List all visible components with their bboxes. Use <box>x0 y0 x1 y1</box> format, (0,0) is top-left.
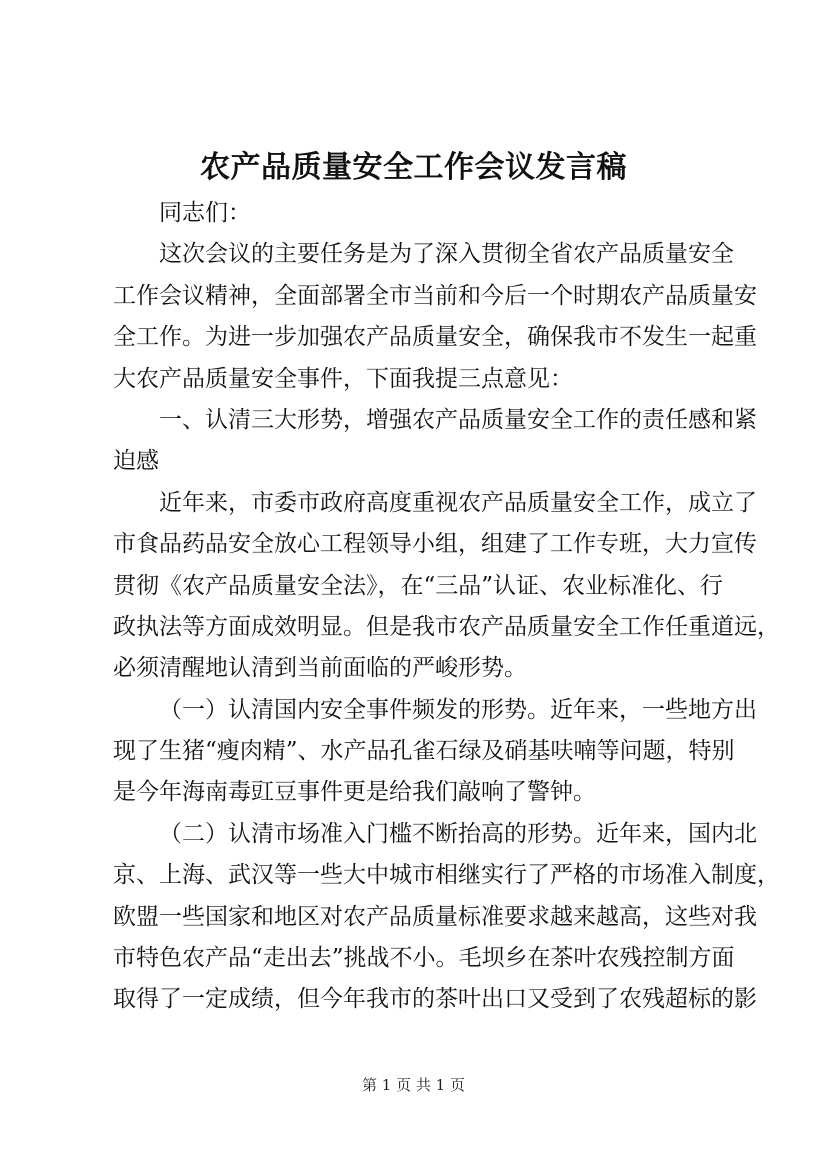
paragraph-line: 京、上海、武汉等一些大中城市相继实行了严格的市场准入制度， <box>113 862 780 889</box>
paragraph-line: 欧盟一些国家和地区对农产品质量标准要求越来越高，这些对我 <box>113 903 757 930</box>
paragraph-line: 取得了一定成绩，但今年我市的茶叶出口又受到了农残超标的影 <box>113 986 757 1013</box>
paragraph-line: 贯彻《农产品质量安全法》，在“三品”认证、农业标准化、行 <box>113 572 724 599</box>
paragraph-line: 全工作。为进一步加强农产品质量安全，确保我市不发生一起重 <box>113 324 757 351</box>
paragraph-line: 市特色农产品“走出去”挑战不小。毛坝乡在茶叶农残控制方面 <box>113 945 735 972</box>
paragraph-line: 必须清醒地认清到当前面临的严峻形势。 <box>113 655 527 682</box>
document-body <box>113 193 780 1021</box>
page-number-footer: 第 1 页 共 1 页 <box>362 1076 465 1094</box>
paragraph-line: 近年来，市委市政府高度重视农产品质量安全工作，成立了 <box>159 489 757 516</box>
paragraph-line: 市食品药品安全放心工程领导小组，组建了工作专班，大力宣传 <box>113 531 757 558</box>
paragraph-line: 是今年海南毒豇豆事件更是给我们敲响了警钟。 <box>113 779 596 806</box>
section-heading-line: 一、认清三大形势，增强农产品质量安全工作的责任感和紧 <box>159 406 757 433</box>
paragraph-line: 工作会议精神，全面部署全市当前和今后一个时期农产品质量安 <box>113 282 757 309</box>
paragraph-line: 大农产品质量安全事件，下面我提三点意见： <box>113 365 573 392</box>
paragraph-line: （一）认清国内安全事件频发的形势。近年来，一些地方出 <box>159 696 757 723</box>
paragraph-line: 现了生猪“瘦肉精”、水产品孔雀石绿及硝基呋喃等问题，特别 <box>113 738 735 765</box>
paragraph-line: 这次会议的主要任务是为了深入贯彻全省农产品质量安全 <box>159 241 734 268</box>
salutation-line: 同志们： <box>159 200 251 226</box>
document-title: 农产品质量安全工作会议发言稿 <box>200 150 627 185</box>
section-heading-line: 迫感 <box>113 448 159 475</box>
paragraph-line: （二）认清市场准入门槛不断抬高的形势。近年来，国内北 <box>159 820 757 847</box>
paragraph-line: 政执法等方面成效明显。但是我市农产品质量安全工作任重道远， <box>113 613 780 640</box>
